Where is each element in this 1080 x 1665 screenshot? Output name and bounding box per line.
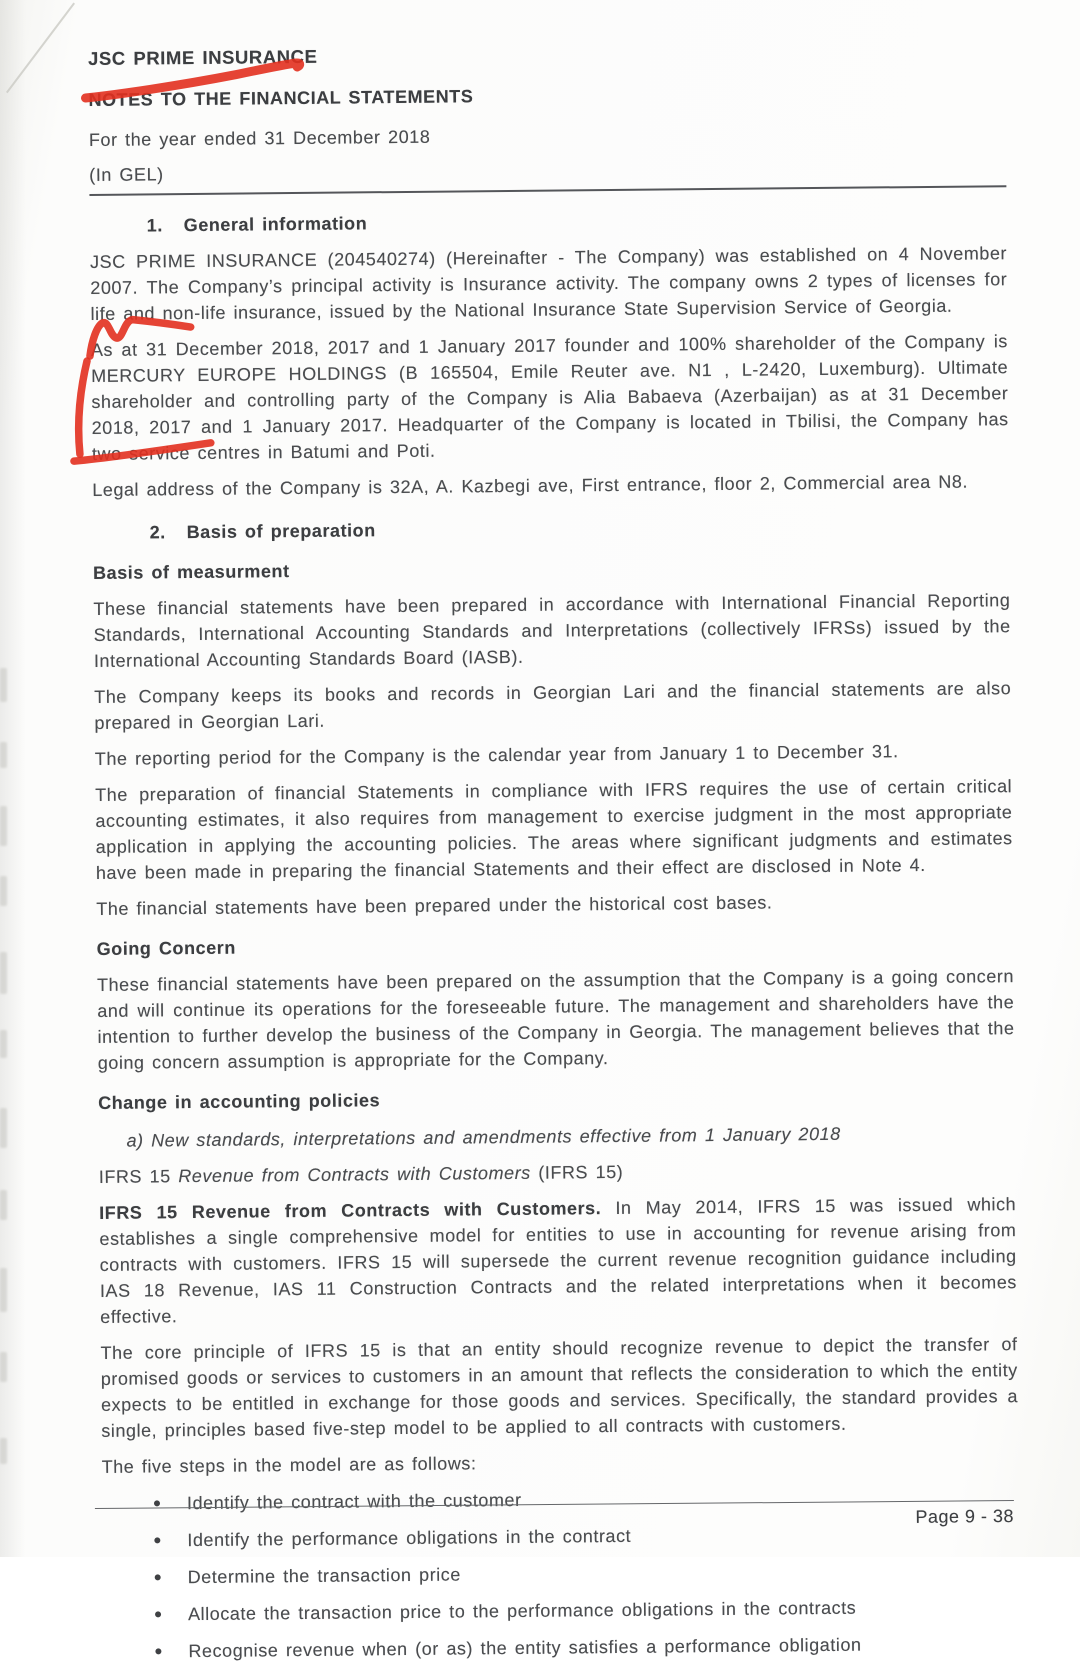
subheading-basis-of-measurement: Basis of measurment bbox=[92, 561, 290, 583]
section-1-title: General information bbox=[183, 213, 368, 236]
list-item bbox=[103, 1556, 1020, 1591]
scan-artifact bbox=[0, 1190, 7, 1220]
paragraph-georgian-lari: The Company keeps its books and records in Georgian Lari and the financial statements are also prepared in Georgian Lari. bbox=[94, 678, 1012, 733]
bullet-dot bbox=[154, 1537, 160, 1543]
bullet-dot bbox=[155, 1574, 161, 1580]
list-item-text: Determine the transaction price bbox=[187, 1564, 461, 1588]
subheading-change-in-accounting-policies: Change in accounting policies bbox=[98, 1090, 381, 1113]
company-name-text: JSC PRIME INSURANCE bbox=[88, 45, 318, 69]
bullet-dot bbox=[155, 1611, 161, 1617]
scan-artifact bbox=[0, 668, 7, 702]
section-2-heading bbox=[150, 511, 1010, 545]
company-name-heading bbox=[88, 37, 1005, 72]
scan-artifact bbox=[0, 742, 7, 768]
ifrs15-paragraph-body: In May 2014, IFRS 15 was issued which establishes a single comprehensive model for entities to use in accounting for revenue arising from contracts with customers. IFRS 15 will supersede the current revenue recognition guidance including IAS 18 Revenue, IAS 11 Construction Contracts and the related interpretations when it becomes effective. bbox=[99, 1194, 1018, 1327]
list-item-text: Allocate the transaction price to the performance obligations in the contracts bbox=[187, 1597, 857, 1625]
currency-note: (In GEL) bbox=[89, 153, 1006, 196]
list-item bbox=[103, 1593, 1020, 1628]
scan-artifact bbox=[0, 876, 7, 906]
scan-edge-shadow bbox=[0, 0, 26, 1557]
highlighted-paragraph-wrap bbox=[91, 328, 1009, 467]
reporting-period-line: For the year ended 31 December 2018 bbox=[88, 126, 431, 150]
paragraph-ifrs15 bbox=[99, 1191, 1017, 1330]
scan-artifact bbox=[0, 806, 7, 846]
paragraph-reporting-period: The reporting period for the Company is the calendar year from January 1 to December 31. bbox=[94, 741, 899, 769]
ifrs15-paragraph-lead: IFRS 15 Revenue from Contracts with Customers. bbox=[99, 1198, 602, 1223]
scan-artifact bbox=[0, 1352, 7, 1382]
paragraph-going-concern: These financial statements have been prepared on the assumption that the Company is a going concern and will continue its operations for the foreseeable future. The management and shareholders have the intention to further develop the business of the Company in Georgia. The management believes that the going concern assumption is appropriate for the Company. bbox=[96, 966, 1015, 1073]
scan-artifact bbox=[0, 952, 7, 994]
section-1-heading bbox=[147, 204, 1007, 238]
paragraph-historical-cost: The financial statements have been prepared under the historical cost bases. bbox=[96, 892, 773, 919]
list-item-text: Identify the contract with the customer bbox=[186, 1489, 522, 1514]
scan-artifact bbox=[0, 1438, 7, 1464]
section-2-number: 2. bbox=[149, 522, 166, 543]
document-content bbox=[88, 37, 1020, 1665]
section-2-title: Basis of preparation bbox=[186, 520, 376, 543]
paragraph-legal-address: Legal address of the Company is 32A, A. Kazbegi ave, First entrance, floor 2, Commercial area N8. bbox=[92, 471, 969, 500]
paragraph-company-established: JSC PRIME INSURANCE (204540274) (Hereinafter - The Company) was established on 4 November 2007. The Company’s principal activity is Insurance activity. The company owns 2 types of licenses for life and non-life insurance, issued by the National Insurance State Supervision Service of Georgia. bbox=[89, 243, 1008, 324]
amendments-note: a) New standards, interpretations and amendments effective from 1 January 2018 bbox=[126, 1123, 841, 1151]
paragraph-five-steps-intro: The five steps in the model are as follows: bbox=[101, 1453, 477, 1477]
paragraph-core-principle: The core principle of IFRS 15 is that an entity should recognize revenue to depict the transfer of promised goods or services to customers in an amount that reflects the consideration to which the entity expects to be entitled in exchange for those goods and services. Specifically, the standard provides a single, principles based five-step model to be applied to all contracts with customers. bbox=[100, 1334, 1019, 1441]
scan-artifact bbox=[0, 1268, 7, 1312]
scan-artifact bbox=[0, 1030, 7, 1058]
list-item bbox=[103, 1630, 1020, 1665]
bullet-dot bbox=[154, 1500, 160, 1506]
bullet-dot bbox=[155, 1648, 161, 1654]
list-item-text: Identify the performance obligations in the contract bbox=[187, 1525, 632, 1551]
document-title: NOTES TO THE FINANCIAL STATEMENTS bbox=[88, 86, 474, 110]
page-number-label: Page 9 - 38 bbox=[915, 1505, 1015, 1527]
ifrs15-italic-title: Revenue from Contracts with Customers bbox=[178, 1162, 531, 1187]
paragraph-shareholder: As at 31 December 2018, 2017 and 1 January 2017 founder and 100% shareholder of the Company is MERCURY EUROPE HOLDINGS (B 165504, Emile Reuter ave. N1 , L-2420, Luxemburg). Ultimate shareholder and controlling party of the Company is Alia Babaeva (Azerbaijan) as at 31 December 2018, 2017 and 1 January 2017. Headquarter of the Company is located in Tbilisi, the Company has two service centres in Batumi and Poti. bbox=[90, 331, 1009, 464]
ifrs15-standard-line bbox=[99, 1155, 1016, 1190]
ifrs15-suffix: (IFRS 15) bbox=[530, 1161, 624, 1183]
ifrs15-prefix: IFRS 15 bbox=[98, 1166, 179, 1187]
scan-artifact bbox=[0, 1108, 7, 1148]
paragraph-ifrs-basis: These financial statements have been prepared in accordance with International Financial Reporting Standards, International Accounting Standards and Interpretations (collectively IFRSs) issued by the International Accounting Standards Board (IASB). bbox=[93, 590, 1011, 671]
paragraph-judgments: The preparation of financial Statements in compliance with IFRS requires the use of certain critical accounting estimates, it also requires from management to exercise judgment in the most appropriate application in applying the accounting policies. The areas where significant judgments and estimates have been made in preparing the financial Statements and their effect are disclosed in Note 4. bbox=[95, 776, 1013, 883]
subheading-going-concern: Going Concern bbox=[96, 937, 236, 959]
list-item-text: Recognise revenue when (or as) the entity satisfies a performance obligation bbox=[188, 1634, 862, 1662]
section-1-number: 1. bbox=[146, 215, 163, 236]
